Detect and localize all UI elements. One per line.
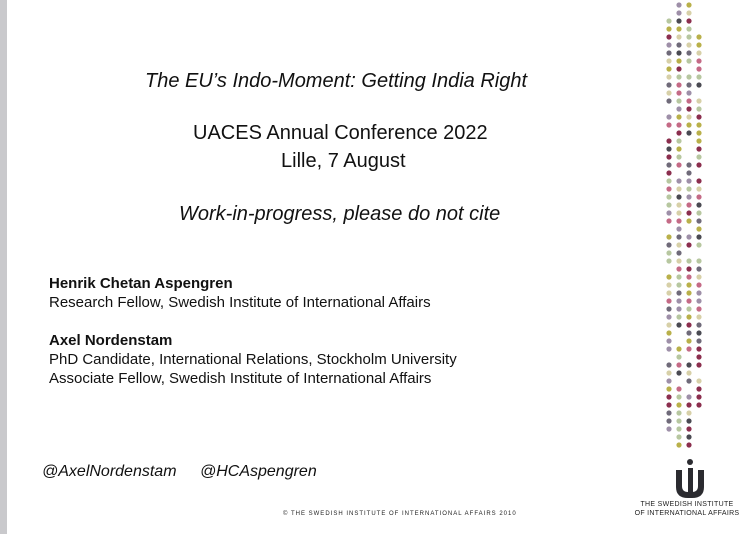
decorative-dot [676,154,681,159]
decorative-dot [696,210,701,215]
decorative-dot [676,298,681,303]
decorative-dot [676,34,681,39]
decorative-dot [666,282,671,287]
decorative-dot [686,322,691,327]
decorative-dot [686,106,691,111]
decorative-dot [696,66,701,71]
decorative-dot [696,258,701,263]
decorative-dot [696,154,701,159]
decorative-dot [666,290,671,295]
decorative-dot [676,274,681,279]
decorative-dot [696,122,701,127]
decorative-dot [676,250,681,255]
decorative-dot [676,114,681,119]
decorative-dot [676,66,681,71]
decorative-dot [686,282,691,287]
decorative-dot [696,290,701,295]
decorative-dot [676,242,681,247]
decorative-dot [696,226,701,231]
decorative-dot [676,146,681,151]
decorative-dot [666,170,671,175]
location-date: Lille, 7 August [281,150,406,172]
decorative-dot [666,410,671,415]
decorative-dot [686,418,691,423]
decorative-dot [696,138,701,143]
decorative-dot [696,298,701,303]
decorative-dot [666,178,671,183]
decorative-dot [666,210,671,215]
decorative-dot [686,162,691,167]
decorative-dot [676,162,681,167]
decorative-dot [696,266,701,271]
decorative-dot [696,394,701,399]
decorative-dot [676,370,681,375]
decorative-dot [686,122,691,127]
conference-name: UACES Annual Conference 2022 [193,122,488,144]
decorative-dot [686,266,691,271]
decorative-dot [666,82,671,87]
decorative-dot [696,146,701,151]
decorative-dot [666,306,671,311]
decorative-dot [696,386,701,391]
decorative-dot [686,330,691,335]
decorative-dot [696,378,701,383]
decorative-dot [696,74,701,79]
decorative-dot [696,82,701,87]
logo-wordmark [632,500,742,518]
decorative-dot [686,346,691,351]
decorative-dot [676,122,681,127]
decorative-dot [696,194,701,199]
decorative-dot [686,34,691,39]
decorative-dot [696,346,701,351]
decorative-dot [676,202,681,207]
decorative-dot [666,66,671,71]
decorative-dot [676,2,681,7]
author-role: PhD Candidate, International Relations, Stockholm University [49,351,457,368]
decorative-dot [696,330,701,335]
decorative-dot [686,242,691,247]
decorative-dot [686,90,691,95]
left-edge-rule [0,0,7,534]
decorative-dot [696,202,701,207]
decorative-dot [666,42,671,47]
decorative-dot [686,178,691,183]
decorative-dot [676,50,681,55]
decorative-dot [676,314,681,319]
decorative-dot [676,426,681,431]
citation-note: Work-in-progress, please do not cite [179,203,501,225]
decorative-dot [676,130,681,135]
decorative-dot [666,378,671,383]
decorative-dot [686,26,691,31]
decorative-dot [666,186,671,191]
decorative-dot [676,178,681,183]
decorative-dot [696,114,701,119]
decorative-dot [676,434,681,439]
decorative-dot [676,42,681,47]
decorative-dot [686,58,691,63]
decorative-dot [686,218,691,223]
decorative-dot [666,426,671,431]
decorative-dot [686,274,691,279]
decorative-dot [686,410,691,415]
decorative-dot [676,10,681,15]
decorative-dot [666,146,671,151]
decorative-dot [686,50,691,55]
decorative-dot [666,258,671,263]
decorative-dot [696,354,701,359]
decorative-dot [676,386,681,391]
decorative-dot [666,330,671,335]
decorative-dot [666,338,671,343]
decorative-dot [686,130,691,135]
decorative-dot [676,58,681,63]
copyright-notice: © THE SWEDISH INSTITUTE OF INTERNATIONAL AFFAIRS 2010 [283,511,517,517]
logo-line: OF INTERNATIONAL AFFAIRS [634,510,740,517]
decorative-dot [666,250,671,255]
author-name: Axel Nordenstam [49,332,173,349]
decorative-dot [676,290,681,295]
decorative-dot [666,274,671,279]
decorative-dot [696,98,701,103]
decorative-dot [676,218,681,223]
decorative-dot [686,18,691,23]
decorative-dot [676,210,681,215]
decorative-dot [676,98,681,103]
decorative-dot [686,234,691,239]
decorative-dot [696,178,701,183]
decorative-dot [676,266,681,271]
decorative-dot [676,418,681,423]
author-name: Henrik Chetan Aspengren [49,275,233,292]
decorative-dot [696,234,701,239]
decorative-dot [696,42,701,47]
logo-line: THE SWEDISH INSTITUTE [640,501,734,508]
decorative-dot [696,306,701,311]
decorative-dot [686,314,691,319]
decorative-dot [676,138,681,143]
decorative-dot [696,314,701,319]
decorative-dot [676,74,681,79]
decorative-dot [696,106,701,111]
decorative-dot [686,186,691,191]
decorative-dot [666,138,671,143]
decorative-dot [666,402,671,407]
decorative-dot [686,98,691,103]
decorative-dot [686,338,691,343]
decorative-dot [696,402,701,407]
decorative-dot [676,18,681,23]
decorative-dot [686,114,691,119]
decorative-dot [676,106,681,111]
decorative-dot [666,98,671,103]
decorative-dot [696,34,701,39]
decorative-dot [666,362,671,367]
decorative-dot [686,378,691,383]
decorative-dot [686,74,691,79]
decorative-dot [686,434,691,439]
decorative-dot [676,82,681,87]
decorative-dot [666,202,671,207]
decorative-dot [676,410,681,415]
decorative-dot [666,242,671,247]
author-role: Associate Fellow, Swedish Institute of International Affairs [49,370,432,387]
decorative-dot [696,50,701,55]
decorative-dot [686,394,691,399]
decorative-dot [696,218,701,223]
decorative-dot [676,306,681,311]
decorative-dot [676,362,681,367]
decorative-dot [696,282,701,287]
decorative-dot [686,10,691,15]
decorative-dot [666,74,671,79]
decorative-dot [666,346,671,351]
decorative-dot [696,58,701,63]
decorative-dot [676,234,681,239]
decorative-dot [666,58,671,63]
decorative-dot [686,210,691,215]
decorative-dot [686,42,691,47]
decorative-dot [666,394,671,399]
twitter-handle: @AxelNordenstam [42,463,177,480]
decorative-dot [686,258,691,263]
decorative-dot [686,306,691,311]
decorative-dot [676,226,681,231]
decorative-dot [666,114,671,119]
slide-title: The EU’s Indo-Moment: Getting India Right [145,70,528,92]
decorative-dot [676,282,681,287]
decorative-dot [676,354,681,359]
decorative-dot [686,2,691,7]
decorative-dot [676,346,681,351]
decorative-dot [666,298,671,303]
decorative-dot [696,338,701,343]
decorative-dot [686,194,691,199]
decorative-dot [666,370,671,375]
decorative-dot [676,186,681,191]
decorative-dot [696,242,701,247]
decorative-dot [666,162,671,167]
decorative-dot [686,402,691,407]
decorative-dot [686,82,691,87]
decorative-dot [666,194,671,199]
author-list [49,274,457,388]
decorative-dot [666,90,671,95]
decorative-dot [686,290,691,295]
decorative-dot [666,34,671,39]
decorative-dot [666,26,671,31]
decorative-dot [686,202,691,207]
decorative-dot [676,258,681,263]
decorative-dot [676,402,681,407]
decorative-dot-column [660,0,710,455]
decorative-dot [676,90,681,95]
decorative-dot [686,170,691,175]
decorative-dot [676,194,681,199]
decorative-dot [666,122,671,127]
decorative-dot [696,186,701,191]
decorative-dot [676,26,681,31]
decorative-dot [696,322,701,327]
decorative-dot [686,370,691,375]
twitter-handle: @HCAspengren [199,463,317,480]
decorative-dot [666,418,671,423]
decorative-dot [696,130,701,135]
decorative-dot [696,274,701,279]
decorative-dot [676,442,681,447]
decorative-dot [666,154,671,159]
twitter-handles [42,463,336,481]
decorative-dot [696,162,701,167]
decorative-dot [666,50,671,55]
decorative-dot [666,218,671,223]
decorative-dot [686,426,691,431]
decorative-dot [686,362,691,367]
decorative-dot [666,234,671,239]
decorative-dot [696,362,701,367]
decorative-dot [686,442,691,447]
decorative-dot [676,322,681,327]
decorative-dot [666,314,671,319]
decorative-dot [666,322,671,327]
decorative-dot [666,18,671,23]
author-role: Research Fellow, Swedish Institute of International Affairs [49,294,431,311]
decorative-dot [676,394,681,399]
decorative-dot [686,298,691,303]
decorative-dot [666,386,671,391]
